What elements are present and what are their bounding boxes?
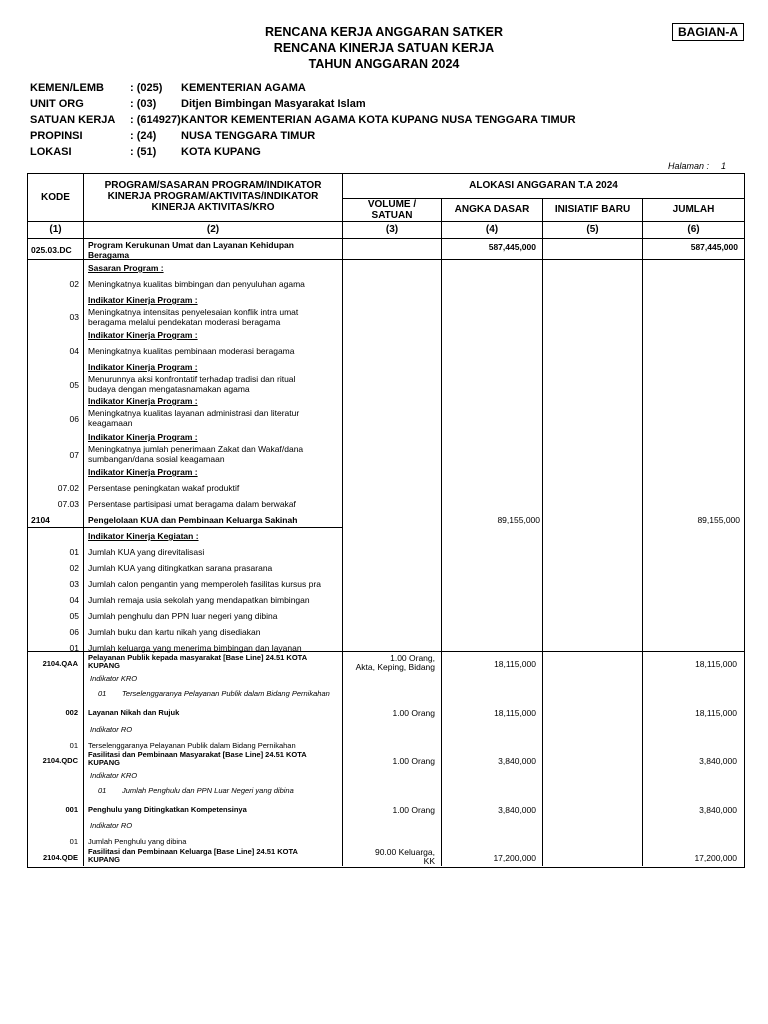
indikator-kinerja-program-label: Indikator Kinerja Program : (88, 295, 198, 305)
halaman-number: 1 (721, 161, 727, 171)
ro-angka-dasar: 3,840,000 (498, 805, 536, 815)
program-kode: 025.03.DC (31, 245, 72, 255)
program-angka-dasar: 587,445,000 (488, 242, 536, 252)
indikator-kinerja-program-label: Indikator Kinerja Program : (88, 467, 198, 477)
ro-name: Penghulu yang Ditingkatkan Kompetensinya (88, 805, 247, 814)
program-jumlah: 587,445,000 (690, 242, 738, 252)
list-item-kode: 05 (69, 611, 79, 621)
list-item-kode: 03 (69, 579, 79, 589)
budget-table (27, 173, 745, 868)
kro-jumlah: 18,115,000 (695, 659, 737, 669)
col-header-jumlah: JUMLAH (672, 204, 715, 215)
header-label: LOKASI (30, 146, 72, 158)
row-divider (28, 527, 342, 528)
kro-angka-dasar: 18,115,000 (494, 659, 536, 669)
list-item-kode: 01 (69, 547, 79, 557)
list-item: Persentase partisipasi umat beragama dalam berwakaf (88, 499, 296, 509)
header-value: NUSA TENGGARA TIMUR (181, 130, 316, 142)
list-item: Meningkatnya kualitas bimbingan dan penyuluhan agama (88, 279, 305, 289)
list-item-kode: 01 (98, 786, 107, 795)
header-code: : (24) (130, 130, 157, 142)
ro-kode: 001 (65, 805, 78, 814)
kro-jumlah: 17,200,000 (694, 853, 737, 863)
col-header-program: PROGRAM/SASARAN PROGRAM/INDIKATOR KINERJA PROGRAM/AKTIVITAS/INDIKATOR KINERJA AKTIVITAS/KRO (104, 180, 322, 213)
list-item-kode: 07.02 (57, 483, 79, 493)
list-item: Jumlah KUA yang direvitalisasi (88, 547, 205, 557)
col-number: (6) (687, 224, 700, 235)
list-item: Jumlah Penghulu dan PPN Luar Negeri yang dibina (122, 786, 294, 795)
list-item: Jumlah Penghulu yang dibina (88, 837, 187, 846)
header-value: KEMENTERIAN AGAMA (181, 82, 306, 94)
program-name: Program Kerukunan Umat dan Layanan Kehidupan Beragama (88, 240, 294, 260)
list-item: Meningkatnya jumlah penerimaan Zakat dan Wakaf/dana sumbangan/dana sosial keagamaan (88, 444, 304, 464)
header-code: : (51) (130, 146, 157, 158)
halaman-label: Halaman : (668, 161, 710, 171)
kro-name: Pelayanan Publik kepada masyarakat [Base Line] 24.51 KOTA KUPANG (88, 653, 308, 670)
list-item-kode: 04 (69, 346, 79, 356)
indikator-kro-label: Indikator KRO (90, 674, 138, 683)
list-item: Jumlah keluarga yang menerima bimbingan dan layanan (88, 643, 302, 653)
header-code: : (03) (130, 98, 157, 110)
header-code: : (614927) (130, 114, 181, 126)
list-item: Terselenggaranya Pelayanan Publik dalam Bidang Pernikahan (88, 741, 296, 750)
ro-volume: 1.00 Orang (392, 708, 435, 718)
list-item-kode: 02 (69, 279, 79, 289)
header-code: : (025) (130, 82, 163, 94)
col-divider (83, 174, 84, 866)
col-header-alokasi: ALOKASI ANGGARAN T.A 2024 (469, 180, 618, 191)
list-item: Meningkatnya kualitas pembinaan moderasi beragama (88, 346, 295, 356)
indikator-kinerja-kegiatan-label: Indikator Kinerja Kegiatan : (88, 531, 199, 541)
list-item-kode: 04 (69, 595, 79, 605)
ro-kode: 002 (65, 708, 78, 717)
doc-title-line2: RENCANA KINERJA SATUAN KERJA (273, 41, 495, 55)
kro-kode: 2104.QAA (42, 659, 78, 668)
col-number: (2) (206, 224, 220, 235)
list-item: Jumlah buku dan kartu nikah yang disediakan (88, 627, 261, 637)
list-item: Jumlah remaja usia sekolah yang mendapatkan bimbingan (88, 595, 310, 605)
list-item-kode: 07.03 (57, 499, 79, 509)
kro-angka-dasar: 3,840,000 (498, 756, 536, 766)
list-item: Persentase peningkatan wakaf produktif (88, 483, 240, 493)
header-label: PROPINSI (30, 130, 83, 142)
list-item: Terselenggaranya Pelayanan Publik dalam Bidang Pernikahan (122, 689, 330, 698)
list-item-kode: 06 (69, 627, 79, 637)
list-item-kode: 01 (98, 689, 107, 698)
kro-name: Fasilitasi dan Pembinaan Keluarga [Base Line] 24.51 KOTA KUPANG (88, 847, 298, 864)
list-item-kode: 07 (69, 450, 79, 460)
ro-name: Layanan Nikah dan Rujuk (88, 708, 180, 717)
indikator-ro-label: Indikator RO (90, 821, 133, 830)
kro-kode: 2104.QDE (42, 853, 78, 862)
list-item: Meningkatnya intensitas penyelesaian konflik intra umat beragama melalui pendekatan moderasi beragama (88, 307, 299, 327)
col-header-volume: VOLUME / SATUAN (367, 199, 417, 221)
ro-volume: 1.00 Orang (392, 805, 435, 815)
header-value: Ditjen Bimbingan Masyarakat Islam (181, 98, 366, 110)
header-label: KEMEN/LEMB (30, 82, 104, 94)
header-value: KOTA KUPANG (181, 146, 261, 158)
col-number: (1) (49, 224, 62, 235)
kro-kode: 2104.QDC (42, 756, 78, 765)
kro-angka-dasar: 17,200,000 (493, 853, 536, 863)
list-item: Jumlah penghulu dan PPN luar negeri yang dibina (88, 611, 278, 621)
kegiatan-jumlah: 89,155,000 (697, 515, 740, 525)
doc-title-line1: RENCANA KERJA ANGGARAN SATKER (265, 25, 503, 39)
indikator-kro-label: Indikator KRO (90, 771, 138, 780)
list-item: Jumlah calon pengantin yang memperoleh fasilitas kursus pra (88, 579, 321, 589)
doc-title-line3: TAHUN ANGGARAN 2024 (308, 57, 460, 71)
indikator-kinerja-program-label: Indikator Kinerja Program : (88, 330, 198, 340)
kro-name: Fasilitasi dan Pembinaan Masyarakat [Base Line] 24.51 KOTA KUPANG (88, 750, 307, 767)
indikator-ro-label: Indikator RO (90, 725, 133, 734)
header-label: UNIT ORG (30, 98, 84, 110)
col-header-angka-dasar: ANGKA DASAR (454, 204, 530, 215)
header-value: KANTOR KEMENTERIAN AGAMA KOTA KUPANG NUSA TENGGARA TIMUR (181, 114, 576, 126)
kegiatan-name: Pengelolaan KUA dan Pembinaan Keluarga Sakinah (88, 515, 298, 525)
bagian-badge: BAGIAN-A (672, 23, 744, 41)
row-divider (28, 238, 744, 239)
col-divider (542, 198, 543, 866)
ro-jumlah: 3,840,000 (699, 805, 737, 815)
kegiatan-angka-dasar: 89,155,000 (497, 515, 540, 525)
list-item-kode: 06 (69, 414, 79, 424)
col-header-inisiatif-baru: INISIATIF BARU (554, 204, 631, 215)
kro-volume: 1.00 Orang (392, 756, 435, 766)
list-item-kode: 05 (69, 380, 79, 390)
indikator-kinerja-program-label: Indikator Kinerja Program : (88, 362, 198, 372)
sasaran-label: Sasaran Program : (88, 263, 164, 273)
kegiatan-kode: 2104 (31, 515, 50, 525)
kro-jumlah: 3,840,000 (699, 756, 737, 766)
list-item-kode: 02 (69, 563, 79, 573)
kro-volume: 90.00 Keluarga, KK (374, 847, 435, 866)
list-item-kode: 01 (69, 837, 78, 846)
kro-volume: 1.00 Orang, Akta, Keping, Bidang (355, 653, 435, 672)
indikator-kinerja-program-label: Indikator Kinerja Program : (88, 396, 198, 406)
list-item-kode: 01 (69, 741, 78, 750)
col-number: (3) (385, 224, 399, 235)
ro-angka-dasar: 18,115,000 (494, 708, 536, 718)
list-item-kode: 01 (69, 643, 79, 653)
list-item: Jumlah KUA yang ditingkatkan sarana prasarana (88, 563, 273, 573)
col-header-kode: KODE (41, 192, 70, 203)
col-number: (5) (586, 224, 599, 235)
ro-jumlah: 18,115,000 (695, 708, 737, 718)
header-label: SATUAN KERJA (30, 114, 116, 126)
col-number: (4) (485, 224, 499, 235)
list-item: Menurunnya aksi konfrontatif terhadap tradisi dan ritual budaya dengan mengatasnamakan agama (88, 374, 296, 394)
list-item-kode: 03 (69, 312, 79, 322)
row-divider (28, 221, 744, 222)
list-item: Meningkatnya kualitas layanan administrasi dan literatur keagamaan (88, 408, 300, 428)
indikator-kinerja-program-label: Indikator Kinerja Program : (88, 432, 198, 442)
